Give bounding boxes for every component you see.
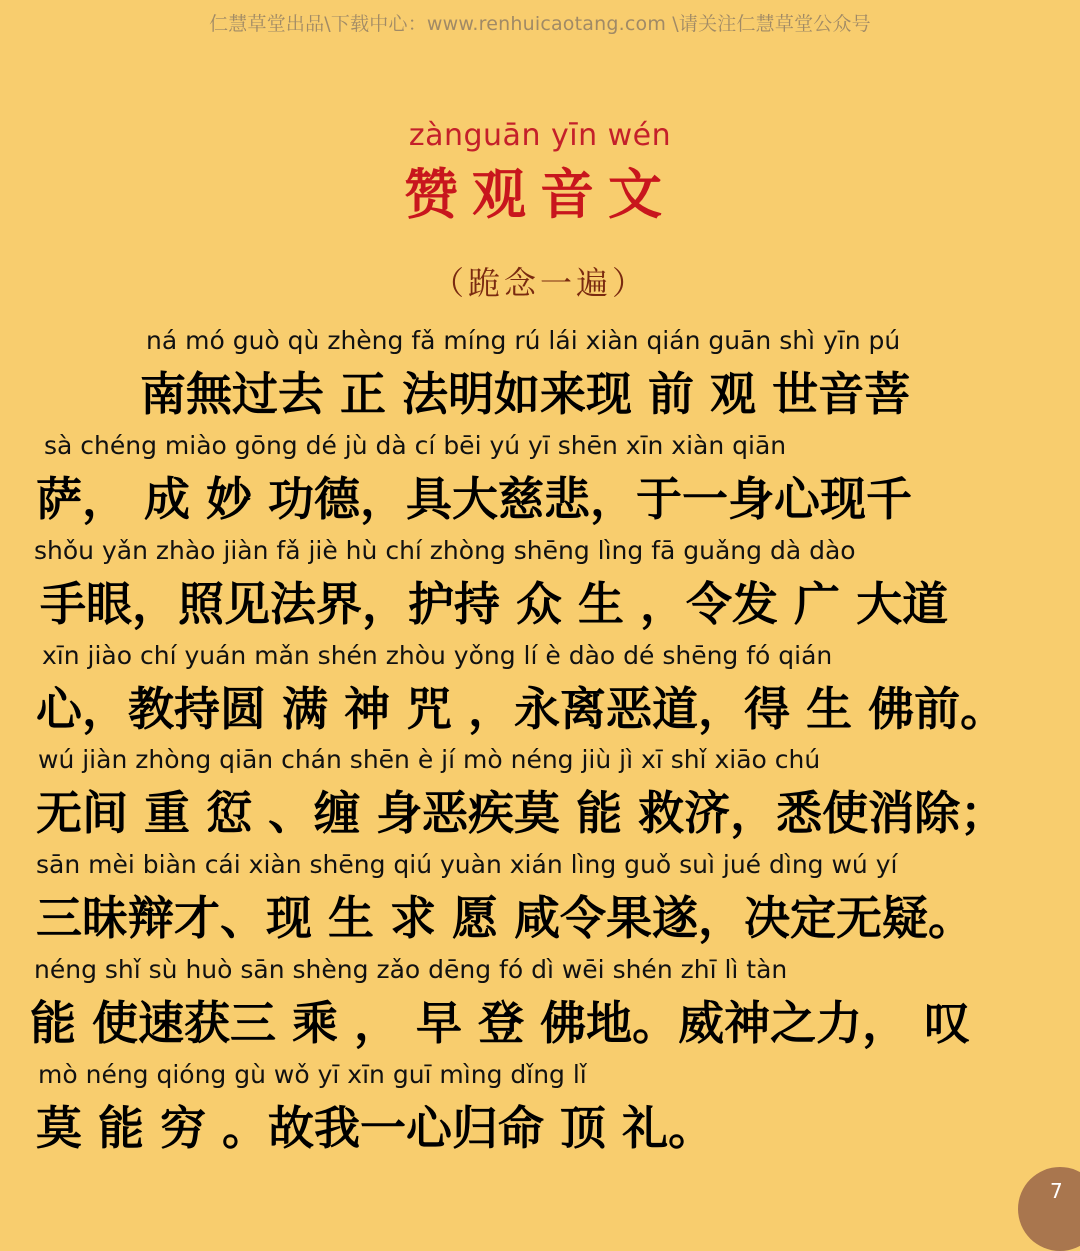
pinyin-row: shǒu yǎn zhào jiàn fǎ jiè hù chí zhòng shēng lìng fā guǎng dà dào [34, 536, 856, 565]
chinese-row: 无间 重 愆 、缠 身恶疾莫 能 救济，悉使消除； [36, 786, 1007, 840]
page-number-badge [1018, 1167, 1080, 1251]
pinyin-row: wú jiàn zhòng qiān chán shēn è jí mò néng jiù jì xī shǐ xiāo chú [38, 745, 821, 774]
header-banner: 仁慧草堂出品\下载中心：www.renhuicaotang.com \请关注仁慧草堂公众号 [209, 13, 871, 35]
title-pinyin: zànguān yīn wén [408, 118, 672, 153]
pinyin-row: ná mó guò qù zhèng fǎ míng rú lái xiàn qián guān shì yīn pú [146, 326, 901, 355]
pinyin-row: néng shǐ sù huò sān shèng zǎo dēng fó dì wēi shén zhī lì tàn [34, 955, 788, 984]
pinyin-row: sān mèi biàn cái xiàn shēng qiú yuàn xián lìng guǒ suì jué dìng wú yí [36, 850, 898, 879]
page-title: 赞观音文 [404, 162, 676, 226]
chinese-row: 莫 能 穷 。故我一心归命 顶 礼。 [36, 1101, 715, 1155]
pinyin-row: mò néng qióng gù wǒ yī xīn guī mìng dǐng lǐ [38, 1060, 587, 1089]
chinese-row: 萨， 成 妙 功德，具大慈悲，于一身心现千 [36, 472, 913, 526]
chinese-row: 心，教持圆 满 神 咒 ，永离恶道，得 生 佛前。 [36, 682, 1007, 736]
pinyin-row: sà chéng miào gōng dé jù dà cí bēi yú yī shēn xīn xiàn qiān [44, 431, 787, 460]
chinese-row: 南無过去 正 法明如来现 前 观 世音菩 [140, 367, 911, 421]
chinese-row: 三昧辩才、现 生 求 愿 咸令果遂，决定无疑。 [36, 891, 975, 945]
page-number: 7 [1050, 1179, 1063, 1203]
chinese-row: 手眼，照见法界，护持 众 生 ，令发 广 大道 [40, 577, 949, 631]
subtitle: （跪念一遍） [431, 264, 648, 302]
pinyin-row: xīn jiào chí yuán mǎn shén zhòu yǒng lí è dào dé shēng fó qián [42, 641, 833, 670]
chinese-row: 能 使速获三 乘 ， 早 登 佛地。威神之力， 叹 [30, 996, 971, 1050]
